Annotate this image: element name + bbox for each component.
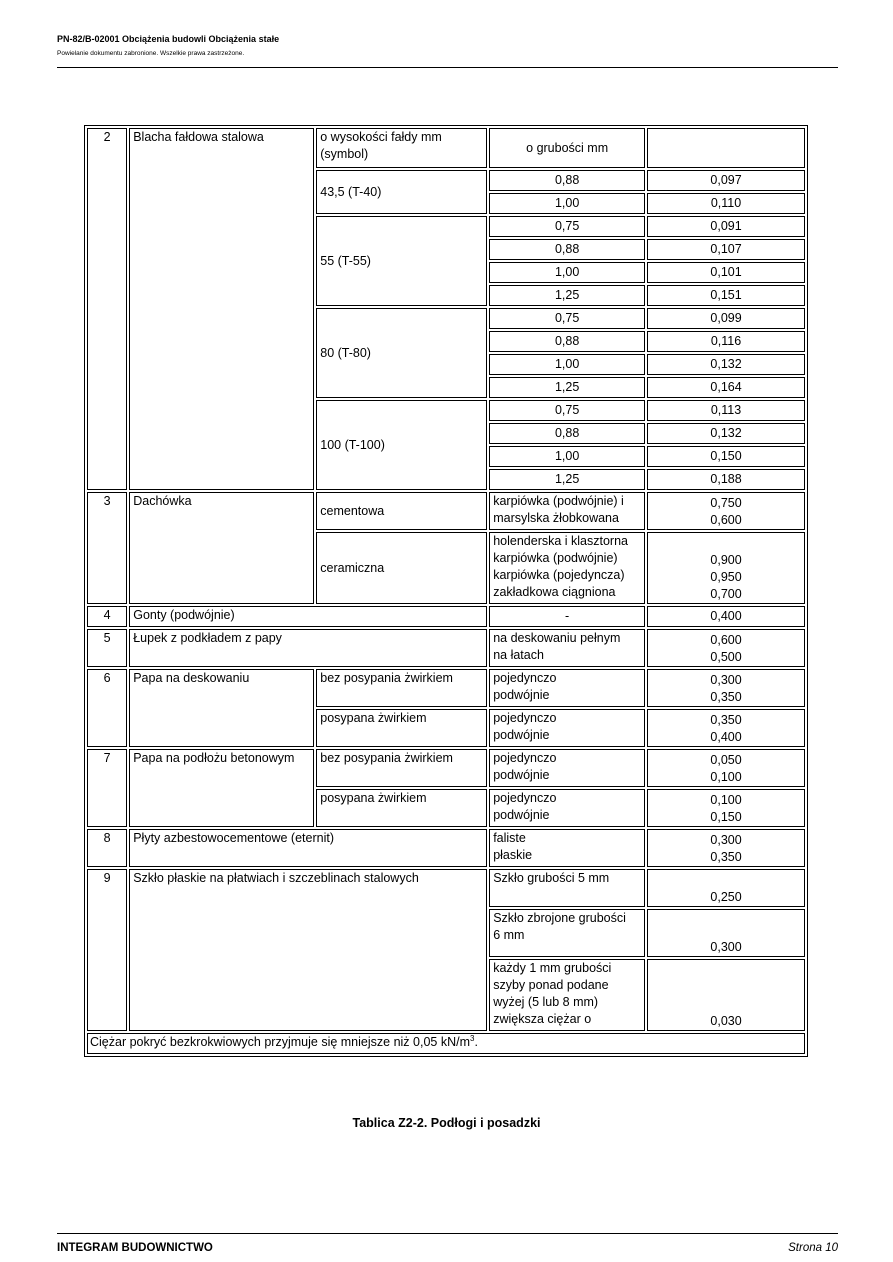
weight-line: 0,600 [710, 633, 742, 647]
thickness-cell: 0,88 [489, 423, 645, 444]
variant-cell: ceramiczna [316, 532, 487, 604]
footer-publisher: INTEGRAM BUDOWNICTWO [57, 1242, 213, 1254]
table-row [87, 629, 805, 667]
table-row [87, 492, 805, 530]
material-name: Szkło płaskie na płatwiach i szczeblinach stalowych [129, 869, 487, 1031]
footer-divider [57, 1233, 838, 1234]
description-cell [489, 829, 645, 867]
description-line: 6 mm [493, 928, 525, 942]
weight-cell: 0,132 [647, 423, 805, 444]
weight-line: 0,600 [710, 513, 742, 527]
table-row [87, 606, 805, 627]
thickness-cell: 0,88 [489, 331, 645, 352]
column-header-thickness: o grubości mm [489, 128, 645, 168]
weight-line: 0,100 [710, 793, 742, 807]
thickness-cell: 1,00 [489, 446, 645, 467]
weight-cell: 0,097 [647, 170, 805, 191]
weight-cell: 0,300 [647, 909, 805, 957]
document-header-subtitle: Powielanie dokumentu zabronione. Wszelkie prawa zastrzeżone. [57, 50, 245, 57]
row-number: 5 [87, 629, 127, 667]
description-line: wyżej (5 lub 8 mm) [493, 995, 599, 1009]
table-row [87, 749, 805, 787]
table-row [87, 829, 805, 867]
description-line: Szkło zbrojone grubości [493, 911, 626, 925]
header-divider [57, 67, 838, 68]
weight-cell [647, 532, 805, 604]
material-name: Dachówka [129, 492, 314, 604]
description-line: karpiówka (podwójnie) i [493, 494, 624, 508]
material-name: Blacha fałdowa stalowa [129, 128, 314, 490]
description-line: podwójnie [493, 768, 550, 782]
weight-cell-empty [647, 128, 805, 168]
description-line: podwójnie [493, 688, 550, 702]
material-name: Papa na podłożu betonowym [129, 749, 314, 827]
description-line: karpiówka (podwójnie) [493, 551, 618, 565]
weight-cell: 0,091 [647, 216, 805, 237]
description-cell: Szkło grubości 5 mm [489, 869, 645, 907]
thickness-cell: 0,75 [489, 308, 645, 329]
description-cell [489, 959, 645, 1031]
weight-line: 0,750 [710, 496, 742, 510]
description-line: pojedynczo [493, 791, 557, 805]
table-note-superscript: 3 [469, 1033, 475, 1043]
weight-line: 0,350 [710, 850, 742, 864]
description-cell [489, 789, 645, 827]
weight-line: 0,300 [710, 673, 742, 687]
material-name: Papa na deskowaniu [129, 669, 314, 747]
description-line: holenderska i klasztorna [493, 534, 628, 548]
variant-cell: bez posypania żwirkiem [316, 749, 487, 787]
weight-cell [647, 629, 805, 667]
weight-cell: 0,400 [647, 606, 805, 627]
profile-symbol: 55 (T-55) [316, 216, 487, 306]
weight-cell: 0,164 [647, 377, 805, 398]
description-line: płaskie [493, 848, 533, 862]
description-line: marsylska żłobkowana [493, 511, 619, 525]
table-note-row [87, 1033, 805, 1054]
table-note-text: Ciężar pokryć bezkrokwiowych przyjmuje się mniejsze niż 0,05 kN/m [90, 1035, 470, 1049]
description-cell [489, 669, 645, 707]
description-line: szyby ponad podane [493, 978, 609, 992]
weight-line: 0,950 [710, 570, 742, 584]
weight-cell: 0,030 [647, 959, 805, 1031]
weight-cell [647, 829, 805, 867]
weight-cell: 0,132 [647, 354, 805, 375]
table-row [87, 869, 805, 907]
variant-cell: bez posypania żwirkiem [316, 669, 487, 707]
footer-page-number: Strona 10 [788, 1242, 838, 1254]
description-cell [489, 909, 645, 957]
description-cell [489, 532, 645, 604]
table-row [87, 128, 805, 168]
weight-cell: 0,150 [647, 446, 805, 467]
profile-symbol: 100 (T-100) [316, 400, 487, 490]
weight-cell: 0,188 [647, 469, 805, 490]
column-header-height: o wysokości fałdy mm (symbol) [316, 128, 487, 168]
thickness-cell: 0,75 [489, 216, 645, 237]
description-cell [489, 492, 645, 530]
table-caption: Tablica Z2-2. Podłogi i posadzki [352, 1116, 541, 1130]
row-number: 7 [87, 749, 127, 827]
row-number: 2 [87, 128, 127, 490]
thickness-cell: 0,88 [489, 170, 645, 191]
weight-cell [647, 492, 805, 530]
document-header-title: PN-82/B-02001 Obciążenia budowli Obciążenia stałe [57, 34, 280, 44]
thickness-cell: 1,00 [489, 354, 645, 375]
description-line: na deskowaniu pełnym [493, 631, 621, 645]
description-line: zwiększa ciężar o [493, 1012, 592, 1026]
description-line: zakładkowa ciągniona [493, 585, 616, 599]
weight-cell [647, 789, 805, 827]
table-note [87, 1033, 805, 1054]
thickness-cell: 0,88 [489, 239, 645, 260]
description-line: podwójnie [493, 728, 550, 742]
material-name: Łupek z podkładem z papy [129, 629, 487, 667]
description-cell: - [489, 606, 645, 627]
description-line: faliste [493, 831, 526, 845]
roof-load-table [84, 125, 808, 1057]
description-line: podwójnie [493, 808, 550, 822]
thickness-cell: 1,25 [489, 285, 645, 306]
weight-cell: 0,110 [647, 193, 805, 214]
thickness-cell: 1,00 [489, 193, 645, 214]
weight-cell [647, 669, 805, 707]
weight-cell: 0,099 [647, 308, 805, 329]
description-cell [489, 629, 645, 667]
profile-symbol: 43,5 (T-40) [316, 170, 487, 214]
weight-line: 0,900 [710, 553, 742, 567]
row-number: 8 [87, 829, 127, 867]
weight-line: 0,500 [710, 650, 742, 664]
row-number: 3 [87, 492, 127, 604]
material-name: Gonty (podwójnie) [129, 606, 487, 627]
description-line: na łatach [493, 648, 544, 662]
weight-cell [647, 709, 805, 747]
weight-line: 0,100 [710, 770, 742, 784]
thickness-cell: 1,25 [489, 469, 645, 490]
weight-line: 0,300 [710, 833, 742, 847]
row-number: 4 [87, 606, 127, 627]
material-name: Płyty azbestowocementowe (eternit) [129, 829, 487, 867]
row-number: 9 [87, 869, 127, 1031]
table-note-end: . [474, 1035, 478, 1049]
variant-cell: cementowa [316, 492, 487, 530]
thickness-cell: 1,00 [489, 262, 645, 283]
description-line: pojedynczo [493, 711, 557, 725]
weight-cell [647, 749, 805, 787]
thickness-cell: 1,25 [489, 377, 645, 398]
description-line: każdy 1 mm grubości [493, 961, 612, 975]
weight-cell: 0,101 [647, 262, 805, 283]
weight-cell: 0,116 [647, 331, 805, 352]
weight-cell: 0,113 [647, 400, 805, 421]
description-cell [489, 749, 645, 787]
weight-line: 0,350 [710, 713, 742, 727]
thickness-cell: 0,75 [489, 400, 645, 421]
weight-cell: 0,151 [647, 285, 805, 306]
weight-line: 0,050 [710, 753, 742, 767]
weight-line: 0,350 [710, 690, 742, 704]
description-line: karpiówka (pojedyncza) [493, 568, 625, 582]
row-number: 6 [87, 669, 127, 747]
description-line: pojedynczo [493, 671, 557, 685]
description-line: pojedynczo [493, 751, 557, 765]
weight-cell: 0,250 [647, 869, 805, 907]
variant-cell: posypana żwirkiem [316, 709, 487, 747]
weight-line: 0,400 [710, 730, 742, 744]
weight-line: 0,150 [710, 810, 742, 824]
description-cell [489, 709, 645, 747]
table-row [87, 669, 805, 707]
profile-symbol: 80 (T-80) [316, 308, 487, 398]
weight-cell: 0,107 [647, 239, 805, 260]
variant-cell: posypana żwirkiem [316, 789, 487, 827]
weight-line: 0,700 [710, 587, 742, 601]
